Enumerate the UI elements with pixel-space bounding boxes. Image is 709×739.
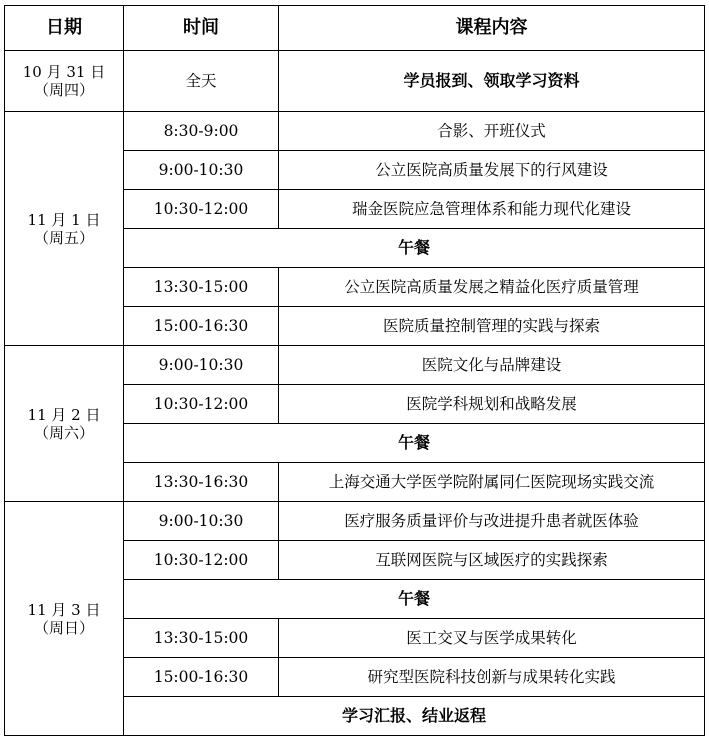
topic-cell: 医院质量控制管理的实践与探索 bbox=[279, 307, 705, 346]
table-row bbox=[5, 51, 705, 112]
date-label: 11 月 1 日 bbox=[27, 210, 101, 229]
time-cell: 13:30-15:00 bbox=[124, 268, 279, 307]
topic-cell: 公立医院高质量发展下的行风建设 bbox=[279, 151, 705, 190]
topic-cell: 互联网医院与区域医疗的实践探索 bbox=[279, 541, 705, 580]
time-cell: 15:00-16:30 bbox=[124, 658, 279, 697]
date-label: 11 月 2 日 bbox=[27, 405, 101, 424]
lunch-cell: 午餐 bbox=[124, 424, 705, 463]
lunch-cell: 午餐 bbox=[124, 580, 705, 619]
time-cell: 13:30-16:30 bbox=[124, 463, 279, 502]
header-content: 课程内容 bbox=[279, 6, 705, 51]
topic-cell: 学员报到、领取学习资料 bbox=[279, 51, 705, 112]
time-cell: 15:00-16:30 bbox=[124, 307, 279, 346]
time-cell: 9:00-10:30 bbox=[124, 346, 279, 385]
time-cell: 10:30-12:00 bbox=[124, 385, 279, 424]
date-label: 11 月 3 日 bbox=[27, 600, 101, 619]
date-cell bbox=[5, 346, 124, 502]
topic-cell: 研究型医院科技创新与成果转化实践 bbox=[279, 658, 705, 697]
table-row bbox=[5, 502, 705, 541]
topic-cell: 医院学科规划和战略发展 bbox=[279, 385, 705, 424]
topic-cell: 医工交叉与医学成果转化 bbox=[279, 619, 705, 658]
closing-cell: 学习汇报、结业返程 bbox=[124, 697, 705, 736]
time-cell: 全天 bbox=[124, 51, 279, 112]
time-cell: 9:00-10:30 bbox=[124, 502, 279, 541]
time-cell: 8:30-9:00 bbox=[124, 112, 279, 151]
weekday-label: （周六） bbox=[33, 423, 94, 442]
weekday-label: （周四） bbox=[33, 81, 94, 99]
time-cell: 13:30-15:00 bbox=[124, 619, 279, 658]
weekday-label: （周日） bbox=[33, 618, 94, 637]
date-cell bbox=[5, 502, 124, 736]
time-cell: 10:30-12:00 bbox=[124, 541, 279, 580]
topic-cell: 合影、开班仪式 bbox=[279, 112, 705, 151]
header-row bbox=[5, 6, 705, 51]
topic-cell: 医院文化与品牌建设 bbox=[279, 346, 705, 385]
header-time: 时间 bbox=[124, 6, 279, 51]
date-label: 10 月 31 日 bbox=[22, 63, 106, 81]
table-row bbox=[5, 112, 705, 151]
topic-cell: 医疗服务质量评价与改进提升患者就医体验 bbox=[279, 502, 705, 541]
header-date: 日期 bbox=[5, 6, 124, 51]
date-cell bbox=[5, 112, 124, 346]
topic-cell: 公立医院高质量发展之精益化医疗质量管理 bbox=[279, 268, 705, 307]
schedule-table bbox=[4, 5, 705, 736]
topic-cell: 瑞金医院应急管理体系和能力现代化建设 bbox=[279, 190, 705, 229]
date-cell bbox=[5, 51, 124, 112]
weekday-label: （周五） bbox=[33, 228, 94, 247]
time-cell: 9:00-10:30 bbox=[124, 151, 279, 190]
time-cell: 10:30-12:00 bbox=[124, 190, 279, 229]
lunch-cell: 午餐 bbox=[124, 229, 705, 268]
table-row bbox=[5, 346, 705, 385]
topic-cell: 上海交通大学医学院附属同仁医院现场实践交流 bbox=[279, 463, 705, 502]
